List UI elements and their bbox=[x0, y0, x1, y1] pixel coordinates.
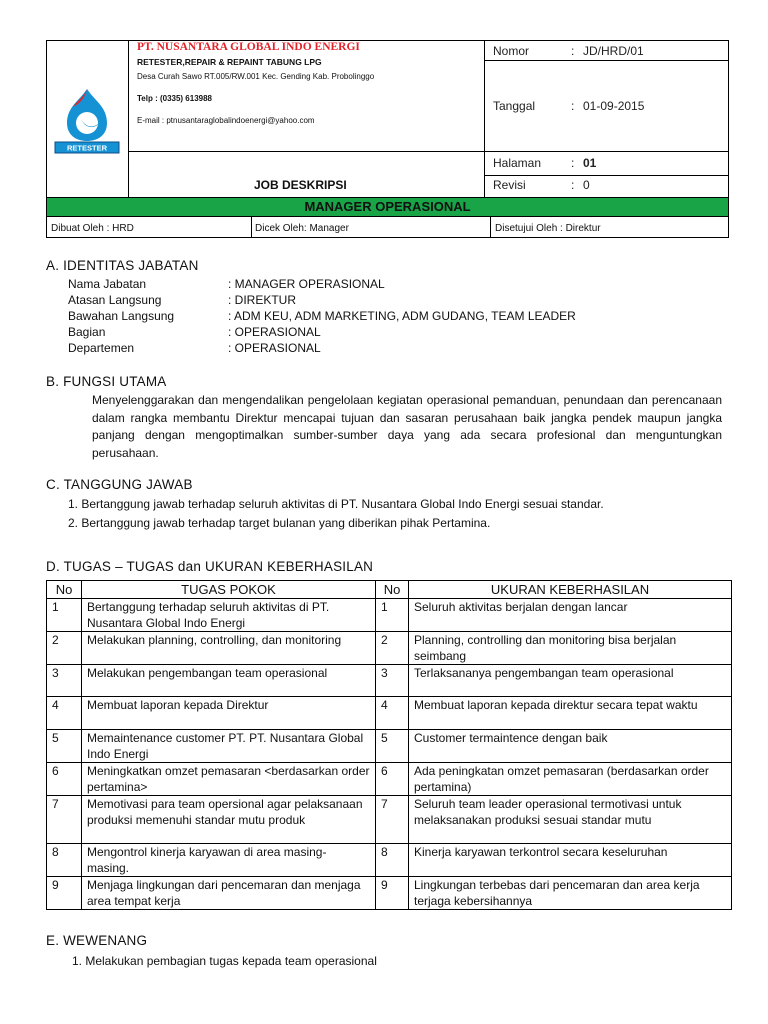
departemen-value: : OPERASIONAL bbox=[228, 341, 321, 355]
halaman-label: Halaman bbox=[493, 156, 542, 170]
task-text: Membuat laporan kepada Direktur bbox=[82, 697, 376, 730]
task-text: Memaintenance customer PT. PT. Nusantara Global Indo Energi bbox=[82, 730, 376, 763]
nomor-label: Nomor bbox=[493, 44, 530, 58]
company-address: Desa Curah Sawo RT.005/RW.001 Kec. Gending Kab. Probolinggo bbox=[137, 72, 375, 81]
section-d-title: D. TUGAS – TUGAS dan UKURAN KEBERHASILAN bbox=[46, 559, 374, 574]
bawahan-value: : ADM KEU, ADM MARKETING, ADM GUDANG, TEAM LEADER bbox=[228, 309, 576, 323]
logo-text: RETESTER bbox=[66, 143, 108, 153]
departemen-label: Departemen bbox=[68, 341, 135, 355]
task-text: Melakukan planning, controlling, dan monitoring bbox=[82, 632, 376, 665]
measure-no: 6 bbox=[376, 763, 409, 796]
measure-text: Lingkungan terbebas dari pencemaran dan area kerja terjaga kebersihannya bbox=[409, 877, 732, 910]
task-no: 8 bbox=[47, 844, 82, 877]
wewenang-item: 1. Melakukan pembagian tugas kepada team operasional bbox=[72, 954, 377, 968]
table-header-row bbox=[47, 581, 732, 599]
measure-no: 5 bbox=[376, 730, 409, 763]
table-row bbox=[47, 632, 732, 665]
halaman-colon: : bbox=[571, 156, 575, 170]
measure-text: Terlaksananya pengembangan team operasional bbox=[409, 665, 732, 697]
table-row bbox=[47, 796, 732, 844]
disetujui-oleh: Disetujui Oleh : Direktur bbox=[495, 223, 601, 234]
task-no: 5 bbox=[47, 730, 82, 763]
atasan-label: Atasan Langsung bbox=[68, 293, 162, 307]
bawahan-label: Bawahan Langsung bbox=[68, 309, 175, 323]
table-row bbox=[47, 877, 732, 910]
doc-title: JOB DESKRIPSI bbox=[254, 178, 347, 192]
table-row bbox=[47, 665, 732, 697]
company-logo bbox=[51, 85, 123, 155]
bagian-label: Bagian bbox=[68, 325, 106, 339]
task-text: Meningkatkan omzet pemasaran <berdasarkan order pertamina> bbox=[82, 763, 376, 796]
task-text: Mengontrol kinerja karyawan di area masing- masing. bbox=[82, 844, 376, 877]
revisi-value: 0 bbox=[583, 178, 590, 192]
task-no: 7 bbox=[47, 796, 82, 844]
company-name: PT. NUSANTARA GLOBAL INDO ENERGI bbox=[137, 41, 360, 53]
measure-no: 1 bbox=[376, 599, 409, 632]
table-row bbox=[47, 697, 732, 730]
bagian-value: : OPERASIONAL bbox=[228, 325, 321, 339]
task-text: Menjaga lingkungan dari pencemaran dan menjaga area tempat kerja bbox=[82, 877, 376, 910]
task-no: 1 bbox=[47, 599, 82, 632]
dicek-oleh: Dicek Oleh: Manager bbox=[255, 223, 349, 234]
task-no: 3 bbox=[47, 665, 82, 697]
col-no-2: No bbox=[376, 581, 409, 599]
measure-text: Ada peningkatan omzet pemasaran (berdasarkan order pertamina) bbox=[409, 763, 732, 796]
col-no: No bbox=[47, 581, 82, 599]
document-header bbox=[46, 40, 729, 238]
table-row bbox=[47, 763, 732, 796]
measure-no: 4 bbox=[376, 697, 409, 730]
fungsi-utama-text: Menyelenggarakan dan mengendalikan pengelolaan kegiatan operasional pemanduan, penundaan dan perencanaan dalam rangka membantu Direktur mencapai tujuan dan sasaran perusahaan baik jangka pendek maupun jangka panjang dengan mengoptimalkan sumber-sumber daya yang ada secara profesional dan menguntungkan perusahaan. bbox=[92, 393, 722, 460]
nama-jabatan-value: : MANAGER OPERASIONAL bbox=[228, 277, 385, 291]
tanggal-label: Tanggal bbox=[493, 99, 536, 113]
task-no: 9 bbox=[47, 877, 82, 910]
company-subtitle: RETESTER,REPAIR & REPAINT TABUNG LPG bbox=[137, 57, 322, 67]
measure-no: 9 bbox=[376, 877, 409, 910]
measure-text: Seluruh aktivitas berjalan dengan lancar bbox=[409, 599, 732, 632]
nama-jabatan-label: Nama Jabatan bbox=[68, 277, 147, 291]
task-text: Bertanggung terhadap seluruh aktivitas di PT. Nusantara Global Indo Energi bbox=[82, 599, 376, 632]
measure-no: 8 bbox=[376, 844, 409, 877]
position-banner: MANAGER OPERASIONAL bbox=[47, 197, 728, 217]
task-no: 2 bbox=[47, 632, 82, 665]
nomor-colon: : bbox=[571, 44, 575, 58]
table-row bbox=[47, 599, 732, 632]
revisi-colon: : bbox=[571, 178, 575, 192]
tanggung-jawab-item: 1. Bertanggung jawab terhadap seluruh aktivitas di PT. Nusantara Global Indo Energi sesuai standar. bbox=[68, 497, 604, 511]
task-no: 6 bbox=[47, 763, 82, 796]
task-text: Memotivasi para team opersional agar pelaksanaan produksi memenuhi standar mutu produk bbox=[82, 796, 376, 844]
company-telp: Telp : (0335) 613988 bbox=[137, 94, 213, 103]
col-tugas-pokok: TUGAS POKOK bbox=[82, 581, 376, 599]
measure-no: 2 bbox=[376, 632, 409, 665]
tanggung-jawab-item: 2. Bertanggung jawab terhadap target bulanan yang diberikan pihak Pertamina. bbox=[68, 516, 491, 530]
measure-text: Kinerja karyawan terkontrol secara keseluruhan bbox=[409, 844, 732, 877]
tanggal-colon: : bbox=[571, 99, 575, 113]
company-email: E-mail : ptnusantaraglobalindoenergi@yahoo.com bbox=[137, 116, 315, 125]
measure-text: Planning, controlling dan monitoring bisa berjalan seimbang bbox=[409, 632, 732, 665]
measure-text: Customer termaintence dengan baik bbox=[409, 730, 732, 763]
measure-no: 3 bbox=[376, 665, 409, 697]
table-row bbox=[47, 844, 732, 877]
task-text: Melakukan pengembangan team operasional bbox=[82, 665, 376, 697]
measure-text: Seluruh team leader operasional termotivasi untuk melaksanakan produksi sesuai standar mutu bbox=[409, 796, 732, 844]
tanggal-value: 01-09-2015 bbox=[583, 99, 645, 113]
tasks-table bbox=[46, 580, 732, 910]
section-c-title: C. TANGGUNG JAWAB bbox=[46, 477, 193, 492]
measure-no: 7 bbox=[376, 796, 409, 844]
nomor-value: JD/HRD/01 bbox=[583, 44, 644, 58]
table-row bbox=[47, 730, 732, 763]
col-ukuran-keberhasilan: UKURAN KEBERHASILAN bbox=[409, 581, 732, 599]
section-a-title: A. IDENTITAS JABATAN bbox=[46, 258, 199, 273]
dibuat-oleh: Dibuat Oleh : HRD bbox=[51, 223, 134, 234]
section-e-title: E. WEWENANG bbox=[46, 933, 148, 948]
section-b-title: B. FUNGSI UTAMA bbox=[46, 374, 167, 389]
halaman-value: 01 bbox=[583, 156, 597, 170]
measure-text: Membuat laporan kepada direktur secara tepat waktu bbox=[409, 697, 732, 730]
atasan-value: : DIREKTUR bbox=[228, 293, 297, 307]
task-no: 4 bbox=[47, 697, 82, 730]
revisi-label: Revisi bbox=[493, 178, 526, 192]
